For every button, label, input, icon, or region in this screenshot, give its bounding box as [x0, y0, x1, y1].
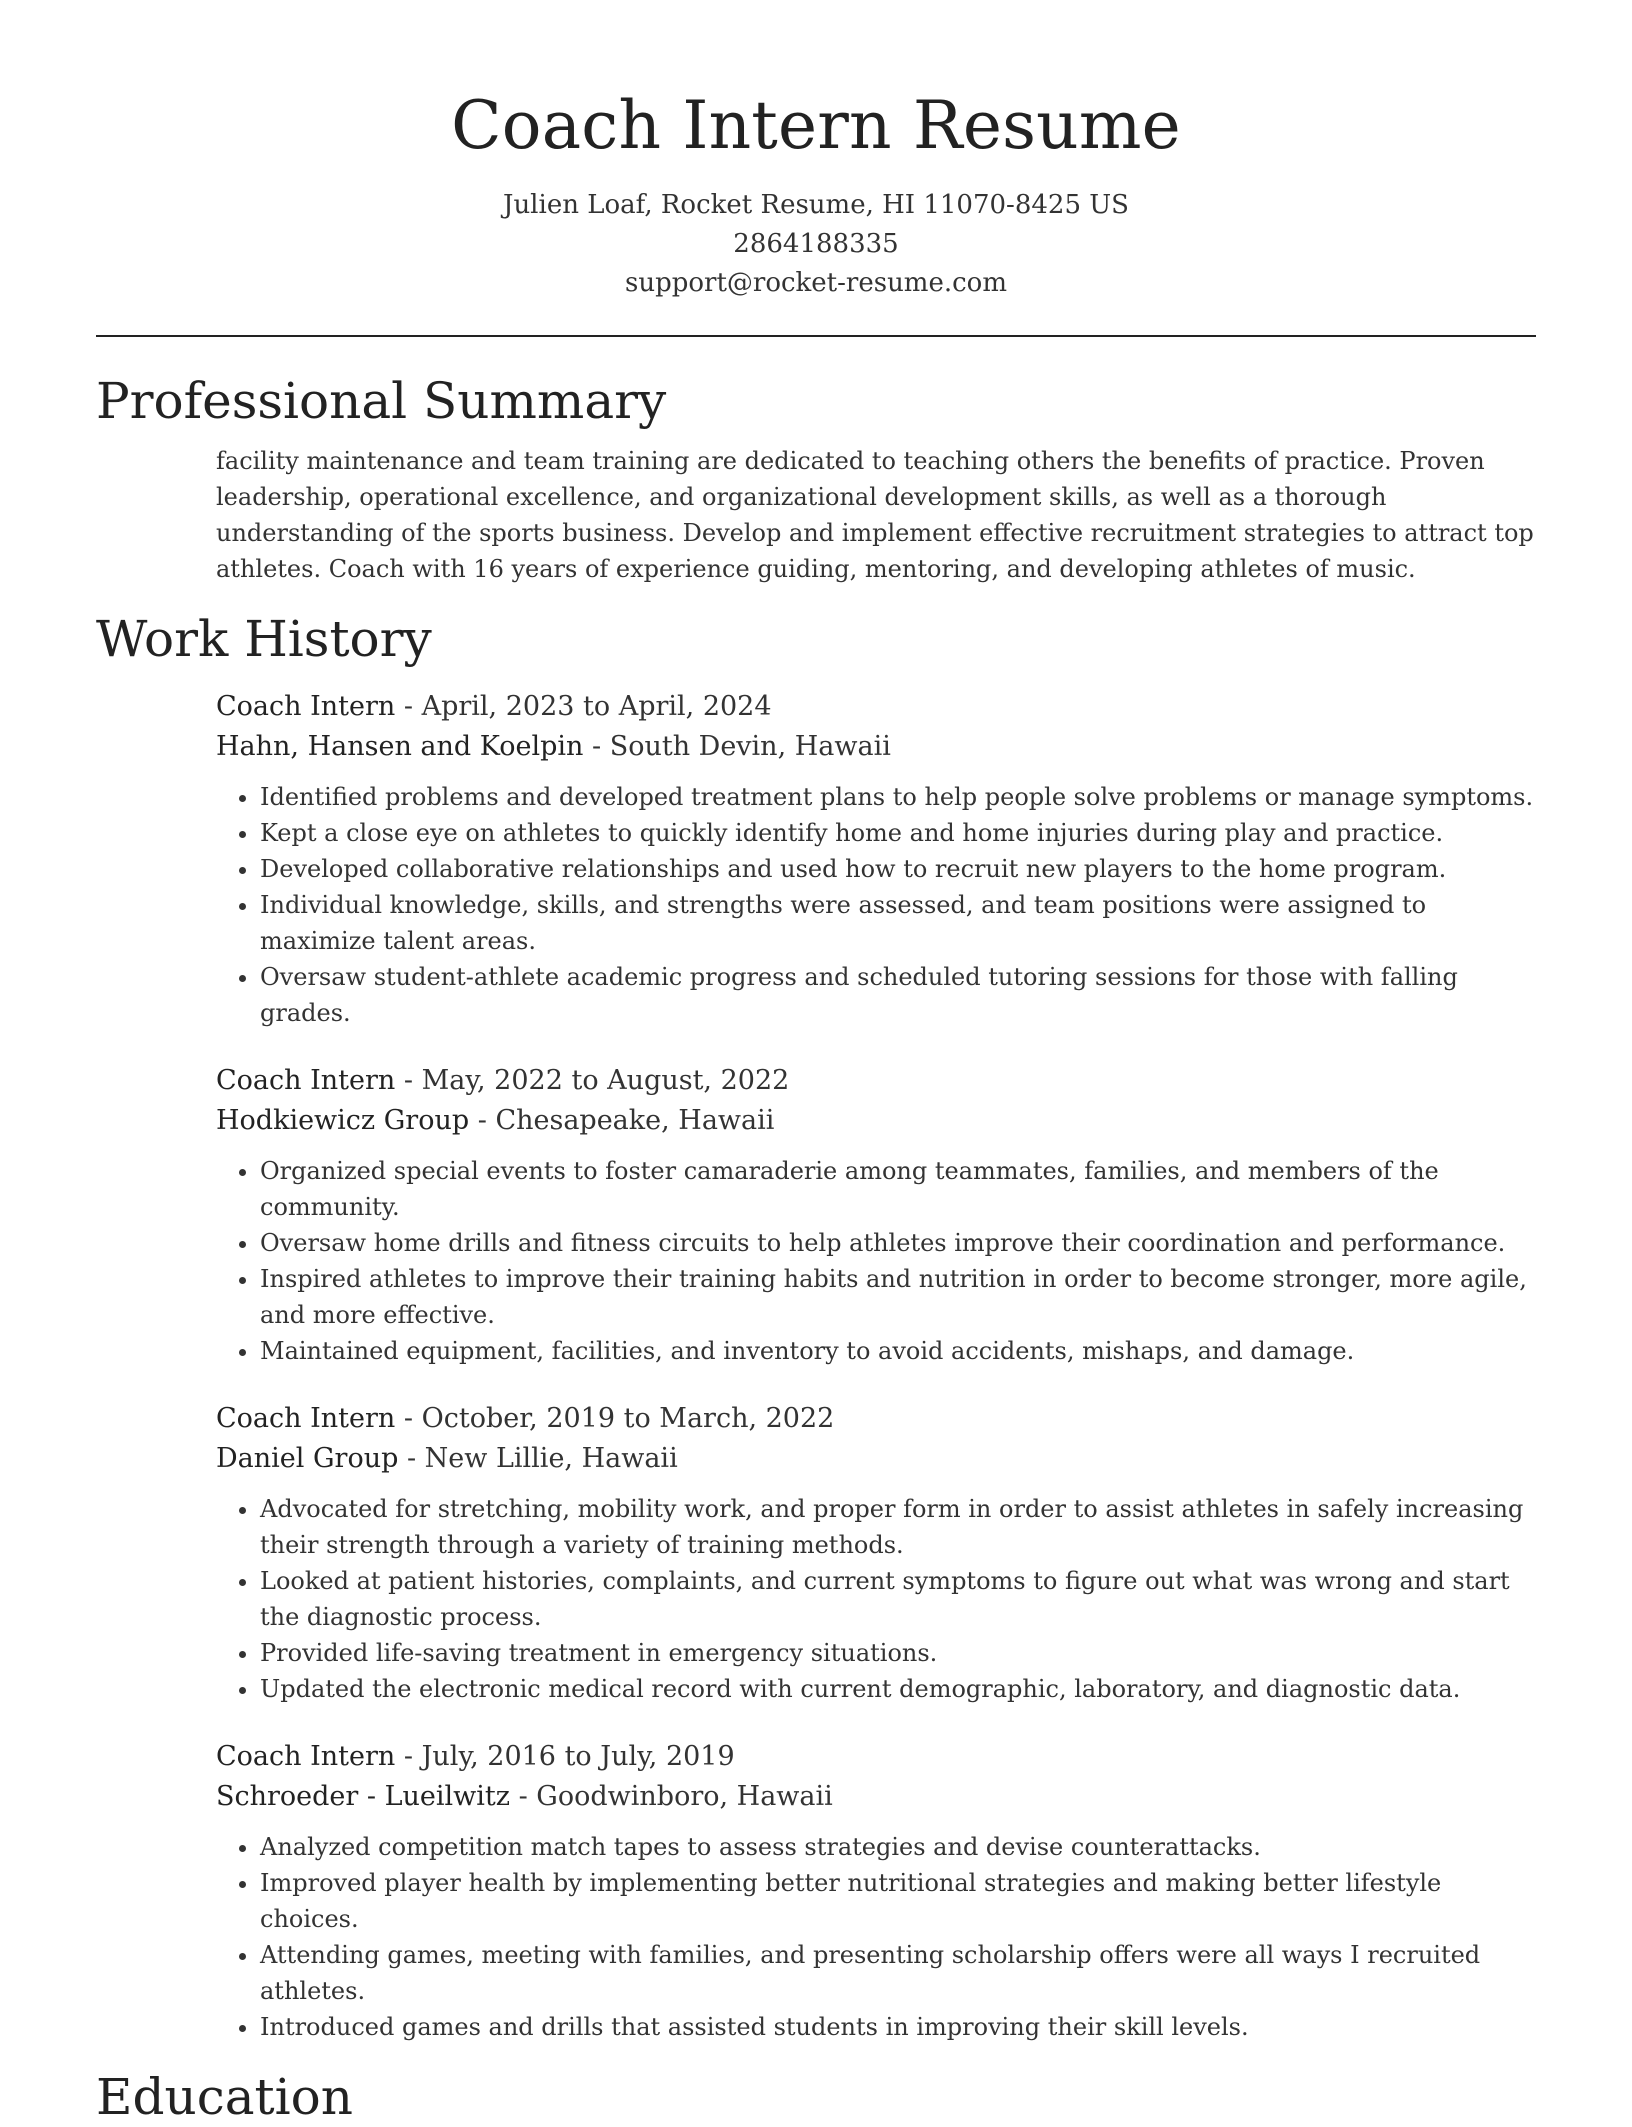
contact-email: support@rocket-resume.com: [624, 268, 1007, 298]
job-entry-4: [216, 1737, 1536, 2045]
job-title: Coach Intern: [216, 1065, 396, 1096]
resume-page: [96, 0, 1536, 2126]
job-company-line: Daniel Group - New Lillie, Hawaii: [216, 1443, 678, 1474]
work-history-heading: Work History: [96, 610, 432, 668]
job-bullet: • Inspired athletes to improve their training habits and nutrition in order to become stronger, more agile, and more effective.: [260, 1261, 1536, 1333]
job-entry-2: [216, 1061, 1536, 1369]
job-company: Hodkiewicz Group: [216, 1105, 470, 1136]
job-bullet: • Looked at patient histories, complaints, and current symptoms to figure out what was wrong and start the diagnostic process.: [260, 1563, 1536, 1635]
work-history-list: [216, 687, 1536, 2045]
job-company: Schroeder - Lueilwitz: [216, 1781, 510, 1812]
job-title-line: Coach Intern - May, 2022 to August, 2022: [216, 1065, 790, 1096]
resume-title: Coach Intern Resume: [451, 87, 1181, 164]
job-bullets: [216, 1153, 1536, 1369]
job-bullet: • Updated the electronic medical record with current demographic, laboratory, and diagnostic data.: [260, 1671, 1536, 1707]
job-bullet: • Organized special events to foster camaraderie among teammates, families, and members of the community.: [260, 1153, 1536, 1225]
job-company: Hahn, Hansen and Koelpin: [216, 731, 584, 762]
job-bullet: • Improved player health by implementing better nutritional strategies and making better lifestyle choices.: [260, 1865, 1536, 1937]
job-dates: October, 2019 to March, 2022: [421, 1403, 835, 1434]
job-bullets: [216, 779, 1536, 1031]
job-company-line: Hahn, Hansen and Koelpin - South Devin, Hawaii: [216, 731, 891, 762]
job-location: New Lillie, Hawaii: [424, 1443, 678, 1474]
job-title: Coach Intern: [216, 691, 396, 722]
job-bullet: • Advocated for stretching, mobility work, and proper form in order to assist athletes in safely increasing their strength through a variety of training methods.: [260, 1491, 1536, 1563]
job-bullets: [216, 1491, 1536, 1707]
job-title-line: Coach Intern - April, 2023 to April, 2024: [216, 691, 772, 722]
job-title: Coach Intern: [216, 1741, 396, 1772]
job-bullet: • Attending games, meeting with families, and presenting scholarship offers were all ways I recruited athletes.: [260, 1937, 1536, 2009]
job-company-line: Hodkiewicz Group - Chesapeake, Hawaii: [216, 1105, 775, 1136]
job-dates: April, 2023 to April, 2024: [421, 691, 772, 722]
job-dates: May, 2022 to August, 2022: [421, 1065, 790, 1096]
job-title: Coach Intern: [216, 1403, 396, 1434]
job-location: Chesapeake, Hawaii: [495, 1105, 775, 1136]
job-bullet: • Analyzed competition match tapes to assess strategies and devise counterattacks.: [260, 1829, 1536, 1865]
summary-heading: Professional Summary: [96, 372, 667, 430]
job-company: Daniel Group: [216, 1443, 399, 1474]
job-bullet: • Oversaw student-athlete academic progress and scheduled tutoring sessions for those with falling grades.: [260, 959, 1536, 1031]
job-entry-1: [216, 687, 1536, 1031]
job-location: South Devin, Hawaii: [609, 731, 891, 762]
job-title-line: Coach Intern - July, 2016 to July, 2019: [216, 1741, 735, 1772]
contact-block: [96, 186, 1536, 303]
header-divider: [96, 335, 1536, 337]
job-bullet: • Developed collaborative relationships and used how to recruit new players to the home program.: [260, 851, 1536, 887]
job-location: Goodwinboro, Hawaii: [536, 1781, 833, 1812]
summary-text: facility maintenance and team training are dedicated to teaching others the benefits of practice. Proven leadership, operational excellence, and organizational development skills, as well as a thorough understanding of the sports business. Develop and implement effective recruitment strategies to attract top athletes. Coach with 16 years of experience guiding, mentoring, and developing athletes of music.: [216, 447, 1534, 583]
job-dates: July, 2016 to July, 2019: [421, 1741, 735, 1772]
job-bullet: • Kept a close eye on athletes to quickly identify home and home injuries during play and practice.: [260, 815, 1536, 851]
education-heading: Education: [96, 2068, 353, 2126]
job-bullet: • Oversaw home drills and fitness circuits to help athletes improve their coordination and performance.: [260, 1225, 1536, 1261]
resume-header: [96, 0, 1536, 303]
job-company-line: Schroeder - Lueilwitz - Goodwinboro, Hawaii: [216, 1781, 833, 1812]
job-title-line: Coach Intern - October, 2019 to March, 2022: [216, 1403, 835, 1434]
job-bullet: • Individual knowledge, skills, and strengths were assessed, and team positions were assigned to maximize talent areas.: [260, 887, 1536, 959]
job-entry-3: [216, 1399, 1536, 1707]
job-bullets: [216, 1829, 1536, 2045]
job-bullet: • Identified problems and developed treatment plans to help people solve problems or manage symptoms.: [260, 779, 1536, 815]
contact-address: Julien Loaf, Rocket Resume, HI 11070-8425 US: [503, 190, 1129, 220]
job-bullet: • Provided life-saving treatment in emergency situations.: [260, 1635, 1536, 1671]
job-bullet: • Introduced games and drills that assisted students in improving their skill levels.: [260, 2009, 1536, 2045]
contact-phone: 2864188335: [733, 229, 899, 259]
job-bullet: • Maintained equipment, facilities, and inventory to avoid accidents, mishaps, and damage.: [260, 1333, 1536, 1369]
